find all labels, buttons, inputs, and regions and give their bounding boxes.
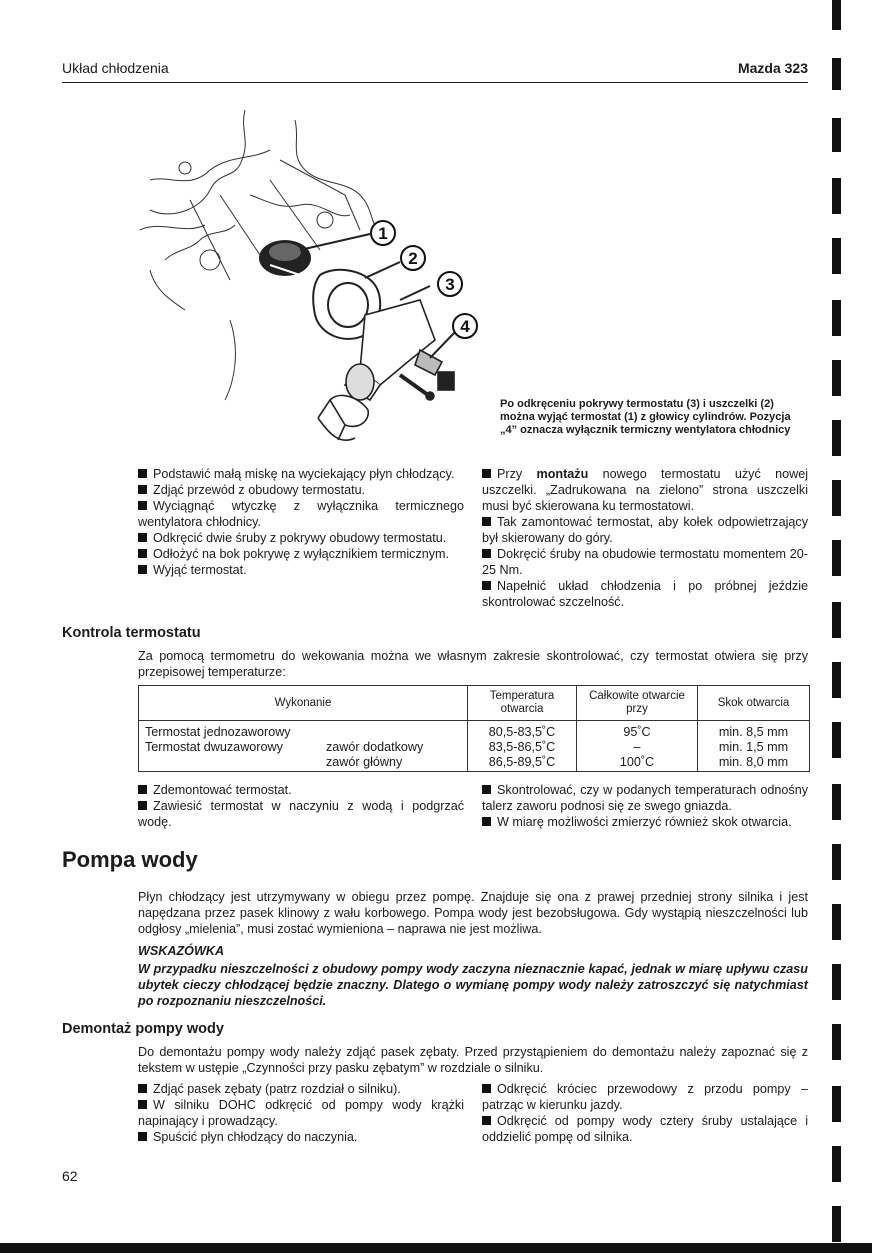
header-rule: [62, 82, 808, 83]
bullet-square-icon: [482, 1084, 491, 1093]
table-cell: min. 1,5 mm: [698, 740, 810, 755]
callout-4: [453, 314, 477, 338]
list-item: Odkręcić dwie śruby z pokrywy obudowy termostatu.: [138, 530, 464, 546]
bullet-square-icon: [138, 533, 147, 542]
thermostat-check-intro: Za pomocą termometru do wekowania można we własnym zakresie skontrolować, czy termostat otwiera się przy przepisowej temperaturze:: [138, 649, 808, 679]
list-item: Spuścić płyn chłodzący do naczynia.: [138, 1129, 464, 1145]
bolt-part: [400, 375, 434, 400]
pump-removal-steps-right: [482, 1081, 808, 1145]
thumb-tab: [832, 1146, 841, 1182]
thermostat-check-steps-left: [138, 782, 464, 830]
thumb-tab: [832, 904, 841, 940]
table-cell: min. 8,5 mm: [698, 721, 810, 741]
pump-removal-steps-left: [138, 1081, 464, 1145]
thumb-tab: [832, 1024, 841, 1060]
column-header: Całkowite otwarcie przy: [577, 686, 698, 721]
thermostat-part: [259, 240, 311, 276]
table-row: [139, 721, 810, 741]
thumb-tab: [832, 602, 841, 638]
list-item: Tak zamontować termostat, aby kołek odpowietrzający był skierowany do góry.: [482, 515, 808, 545]
table-cell: 86,5-89,5˚C: [468, 755, 577, 772]
table-cell: min. 8,0 mm: [698, 755, 810, 772]
callout-1-label: 1: [378, 224, 388, 243]
thermostat-install-steps: [482, 466, 808, 610]
table-cell: 80,5-83,5˚C: [468, 721, 577, 741]
list-item: Dokręcić śruby na obudowie termostatu momentem 20-25 Nm.: [482, 547, 808, 577]
table-row: [139, 740, 810, 755]
section-heading-pump-removal: Demontaż pompy wody: [62, 1021, 224, 1037]
list-item: Odkręcić od pompy wody cztery śruby ustalające i oddzielić pompę od silnika.: [482, 1114, 808, 1144]
list-item: W miarę możliwości zmierzyć również skok otwarcia.: [482, 814, 808, 830]
thumb-tab: [832, 1086, 841, 1122]
list-item: Zdemontować termostat.: [138, 782, 464, 798]
thumb-tab: [832, 118, 841, 152]
note-text: W przypadku nieszczelności z obudowy pompy wody zaczyna nieznacznie kapać, jednak w miarę upływu czasu ubytek cieczy chłodzącej będzie znaczny. Dlatego o wymianę pompy wody należy zatroszczyć się natychmiast po rozpoznaniu nieszczelności.: [138, 962, 808, 1008]
column-header: Wykonanie: [139, 686, 468, 721]
note-title: WSKAZÓWKA: [138, 944, 225, 958]
thumb-tab: [832, 360, 841, 396]
page-number: 62: [62, 1168, 78, 1184]
thumb-tab: [832, 662, 841, 698]
pump-removal-intro: Do demontażu pompy wody należy zdjąć pasek zębaty. Przed przystąpieniem do demontażu należy zapoznać się z tekstem w ustępie „Czynności przy pasku zębatym” w rozdziale o silniku.: [138, 1045, 808, 1075]
table-cell: Termostat dwuzaworowy zawór dodatkowy: [139, 740, 468, 755]
thermal-switch-part: [415, 350, 454, 390]
bullet-square-icon: [138, 801, 147, 810]
list-item: Wyciągnąć wtyczkę z wyłącznika termicznego wentylatora chłodnicy.: [138, 499, 464, 529]
list-item: Zawiesić termostat w naczyniu z wodą i podgrzać wodę.: [138, 799, 464, 829]
bullet-square-icon: [138, 565, 147, 574]
chapter-heading-water-pump: Pompa wody: [62, 847, 198, 872]
table-cell: zawór główny: [139, 755, 468, 772]
callout-2-label: 2: [408, 249, 418, 268]
list-item: Odkręcić króciec przewodowy z przodu pompy – patrząc w kierunku jazdy.: [482, 1082, 808, 1112]
thermostat-spec-table: [138, 685, 810, 772]
thumb-tab: [832, 420, 841, 456]
bullet-square-icon: [482, 1116, 491, 1125]
callout-3: [438, 272, 462, 296]
table-header-row: [139, 686, 810, 721]
callout-1: [371, 221, 395, 245]
thumb-tab: [832, 844, 841, 880]
thumb-tab: [832, 178, 841, 214]
bullet-square-icon: [138, 1100, 147, 1109]
bullet-square-icon: [138, 1084, 147, 1093]
callout-2: [401, 246, 425, 270]
column-header: Temperatura otwarcia: [468, 686, 577, 721]
thumb-tab: [832, 238, 841, 274]
list-item: Zdjąć przewód z obudowy termostatu.: [138, 482, 464, 498]
thumb-tab: [832, 540, 841, 576]
thumb-tab: [832, 722, 841, 758]
bullet-square-icon: [138, 785, 147, 794]
running-header-chapter: Układ chłodzenia: [62, 60, 169, 76]
callout-3-label: 3: [445, 275, 455, 294]
thumb-tab: [832, 300, 841, 336]
table-cell: –: [577, 740, 698, 755]
bullet-square-icon: [138, 469, 147, 478]
list-item: Przy montażu nowego termostatu użyć nowej uszczelki. „Zadrukowana na zielono” strona uszczelki musi być skierowana ku termostatowi.: [482, 467, 809, 513]
column-header: Skok otwarcia: [698, 686, 810, 721]
bullet-square-icon: [138, 485, 147, 494]
thumb-tab: [832, 1206, 841, 1242]
bullet-square-icon: [138, 1132, 147, 1141]
list-item: Podstawić małą miskę na wyciekający płyn chłodzący.: [138, 466, 464, 482]
bullet-square-icon: [482, 517, 491, 526]
bullet-square-icon: [482, 469, 491, 478]
list-item: Odłożyć na bok pokrywę z wyłącznikiem termicznym.: [138, 546, 464, 562]
list-item: Napełnić układ chłodzenia i po próbnej jeździe skontrolować szczelność.: [482, 579, 808, 609]
figure-caption: Po odkręceniu pokrywy termostatu (3) i uszczelki (2) można wyjąć termostat (1) z głowicy cylindrów. Pozycja „4” oznacza wyłącznik termiczny wentylatora chłodnicy: [500, 398, 791, 436]
thermostat-removal-steps: [138, 466, 464, 578]
thermostat-check-steps-right: [482, 782, 808, 830]
thermostat-exploded-diagram: [130, 100, 500, 460]
table-cell: Termostat jednozaworowy: [139, 721, 468, 741]
bullet-square-icon: [138, 501, 147, 510]
bullet-square-icon: [482, 581, 491, 590]
list-item: W silniku DOHC odkręcić od pompy wody krążki napinający i prowadzący.: [138, 1098, 464, 1128]
bullet-square-icon: [482, 785, 491, 794]
thumb-tab: [832, 784, 841, 820]
scan-bottom-edge: [0, 1243, 872, 1253]
hose-part: [318, 395, 368, 440]
list-item: Wyjąć termostat.: [138, 562, 464, 578]
thumb-tab: [832, 58, 841, 90]
bullet-square-icon: [482, 549, 491, 558]
list-item: Zdjąć pasek zębaty (patrz rozdział o silniku).: [138, 1081, 464, 1097]
callout-4-label: 4: [460, 317, 470, 336]
list-item: Skontrolować, czy w podanych temperaturach odnośny talerz zaworu podnosi się ze swego gniazda.: [482, 783, 808, 813]
bullet-square-icon: [138, 549, 147, 558]
table-row: [139, 755, 810, 772]
section-heading-thermostat-check: Kontrola termostatu: [62, 625, 201, 641]
thumb-tab: [832, 480, 841, 516]
thumb-tab: [832, 964, 841, 1000]
thumb-tab: [832, 0, 841, 30]
bullet-square-icon: [482, 817, 491, 826]
water-pump-intro: Płyn chłodzący jest utrzymywany w obiegu przez pompę. Znajduje się ona z prawej przedniej strony silnika i jest napędzana przez pasek klinowy z wału korbowego. Pompa wody jest bezobsługowa. Gdy wystąpią nieszczelności lub odgłosy „mielenia”, musi zostać wymieniona – naprawa nie jest możliwa.: [138, 890, 808, 936]
running-header-model: Mazda 323: [737, 60, 808, 76]
table-cell: 83,5-86,5˚C: [468, 740, 577, 755]
table-cell: 95˚C: [577, 721, 698, 741]
table-cell: 100˚C: [577, 755, 698, 772]
